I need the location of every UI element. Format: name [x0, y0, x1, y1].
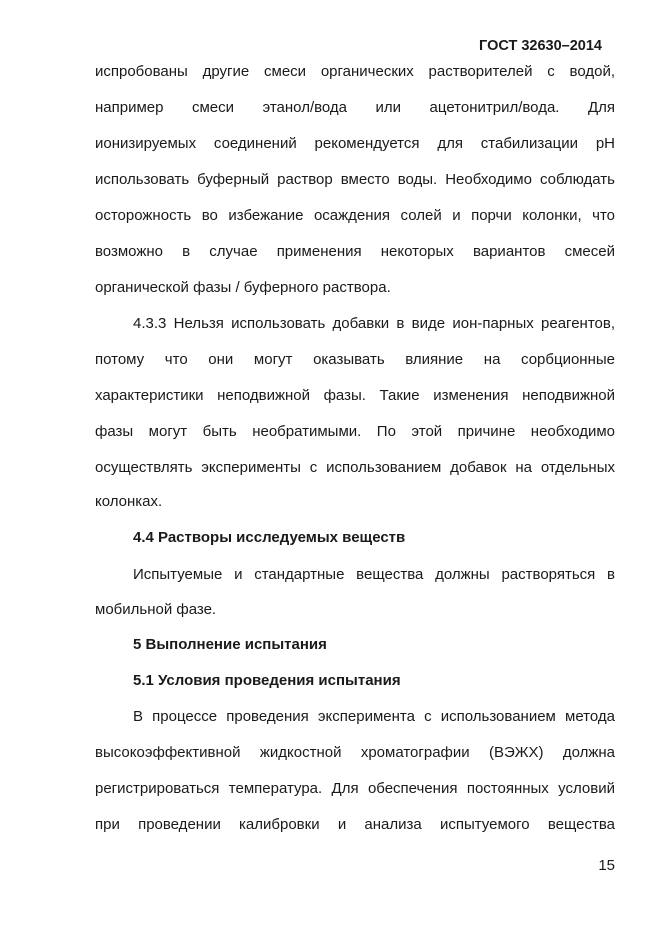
text-line: осуществлять эксперименты с использованием добавок на отдельных	[95, 459, 615, 476]
text-line: использовать буферный раствор вместо воды. Необходимо соблюдать	[95, 171, 615, 188]
section-heading: 5 Выполнение испытания	[133, 636, 327, 653]
page-number: 15	[598, 857, 615, 874]
text-line: испробованы другие смеси органических растворителей с водой,	[95, 63, 615, 80]
text-line: органической фазы / буферного раствора.	[95, 279, 391, 296]
text-line: колонках.	[95, 493, 163, 510]
text-line: при проведении калибровки и анализа испытуемого вещества	[95, 816, 615, 833]
text-line: высокоэффективной жидкостной хроматографии (ВЭЖХ) должна	[95, 744, 615, 761]
section-heading: 4.4 Растворы исследуемых веществ	[133, 529, 406, 546]
text-line: регистрироваться температура. Для обеспечения постоянных условий	[95, 780, 615, 797]
text-line: возможно в случае применения некоторых вариантов смесей	[95, 243, 615, 260]
text-line: например смеси этанол/вода или ацетонитрил/вода. Для	[95, 99, 615, 116]
text-line: потому что они могут оказывать влияние на сорбционные	[95, 351, 615, 368]
text-line: характеристики неподвижной фазы. Такие изменения неподвижной	[95, 387, 615, 404]
document-id-header: ГОСТ 32630–2014	[479, 38, 602, 54]
text-line: фазы могут быть необратимыми. По этой причине необходимо	[95, 423, 615, 440]
text-line: осторожность во избежание осаждения солей и порчи колонки, что	[95, 207, 615, 224]
text-line: мобильной фазе.	[95, 601, 217, 618]
text-line: 4.3.3 Нельзя использовать добавки в виде ион-парных реагентов,	[133, 315, 615, 332]
text-line: Испытуемые и стандартные вещества должны растворяться в	[133, 566, 615, 583]
section-heading: 5.1 Условия проведения испытания	[133, 672, 401, 689]
text-line: В процессе проведения эксперимента с использованием метода	[133, 708, 615, 725]
text-line: ионизируемых соединений рекомендуется для стабилизации pH	[95, 135, 615, 152]
